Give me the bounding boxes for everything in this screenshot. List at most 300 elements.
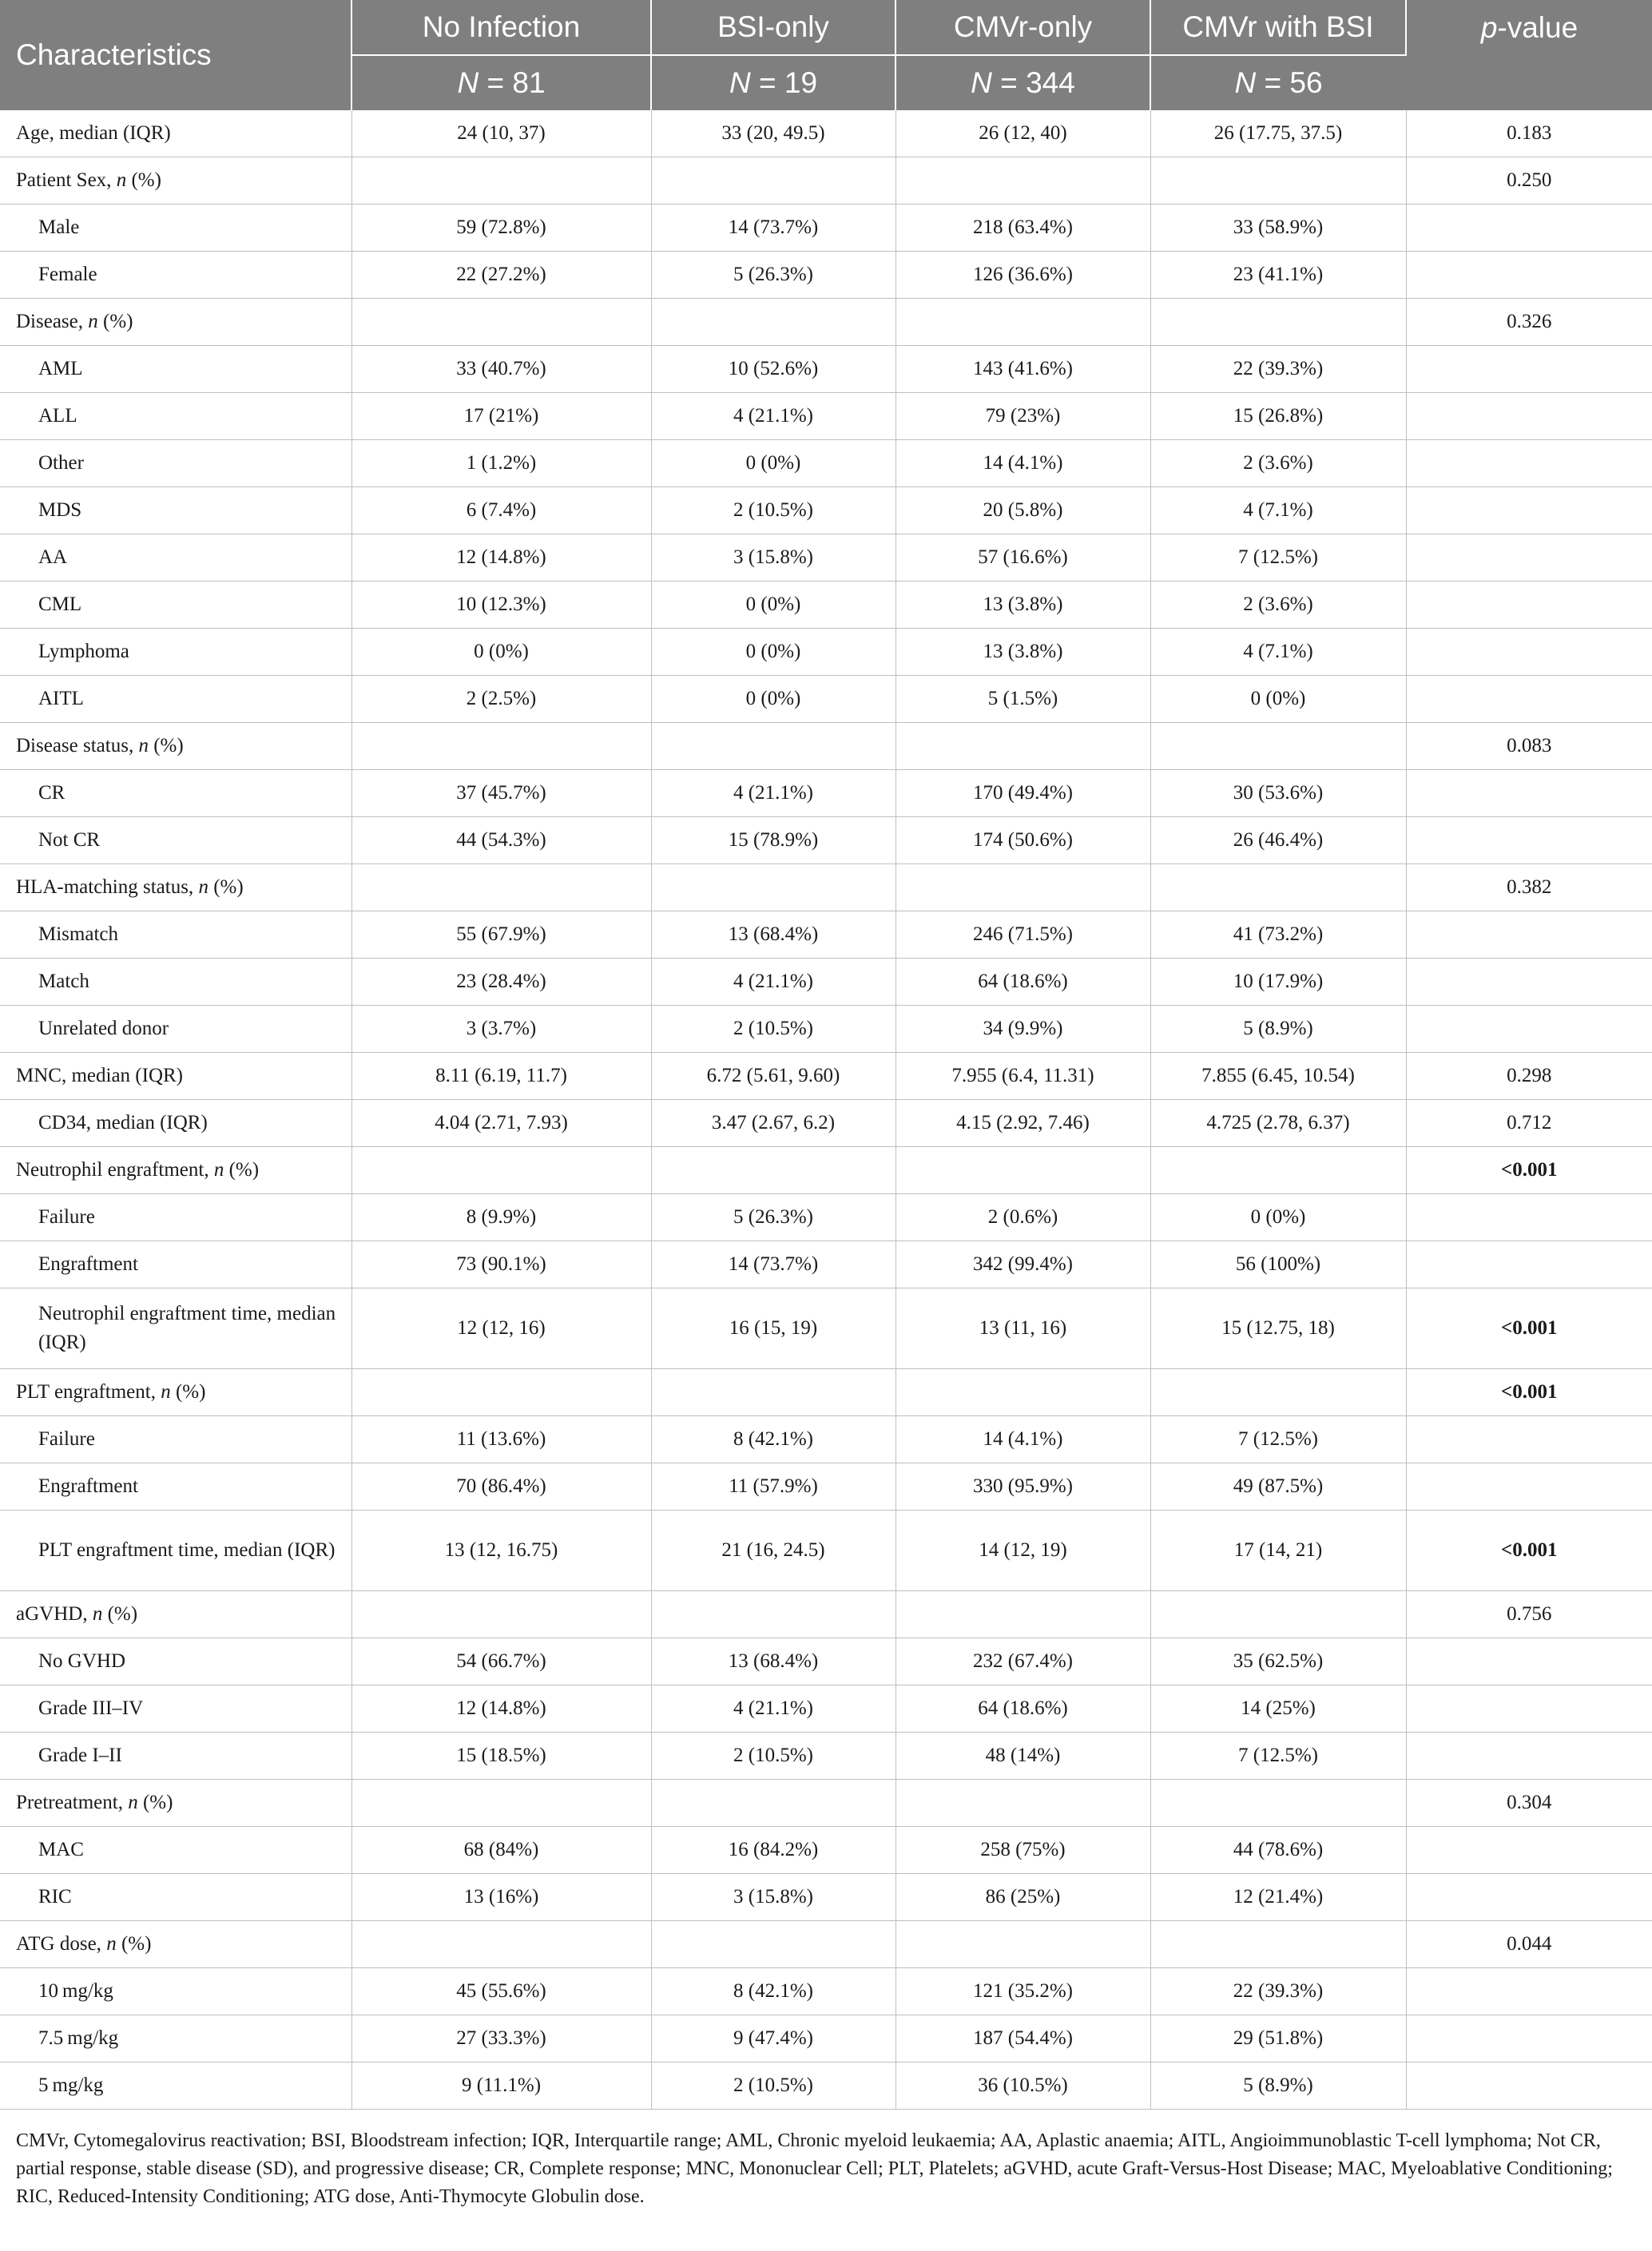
cell-group-2: 126 (36.6%) [895, 252, 1150, 299]
cell-group-0: 55 (67.9%) [351, 911, 651, 959]
cell-group-0 [351, 723, 651, 770]
row-label-text: Neutrophil engraftment, [16, 1158, 214, 1181]
cell-group-2: 218 (63.4%) [895, 204, 1150, 252]
cell-p-value: 0.304 [1406, 1780, 1652, 1827]
n-value: = 344 [991, 66, 1075, 99]
cell-p-value: <0.001 [1406, 1511, 1652, 1591]
row-label-text: No GVHD [38, 1650, 126, 1672]
cell-group-2: 187 (54.4%) [895, 2015, 1150, 2062]
cell-group-3: 14 (25%) [1150, 1685, 1406, 1733]
cell-p-value [1406, 204, 1652, 252]
row-label-text: HLA-matching status, [16, 875, 199, 898]
table-row [0, 2015, 1652, 2062]
cell-p-value: 0.183 [1406, 110, 1652, 157]
cell-group-0: 33 (40.7%) [351, 346, 651, 393]
cell-group-0 [351, 1147, 651, 1194]
cell-group-0 [351, 1369, 651, 1416]
table-row [0, 1053, 1652, 1100]
row-label [0, 582, 351, 629]
cell-group-3: 15 (12.75, 18) [1150, 1288, 1406, 1369]
header-n-bsi-only [651, 55, 895, 110]
cell-group-3: 0 (0%) [1150, 676, 1406, 723]
row-label-suffix: (%) [137, 1791, 173, 1813]
n-label: N [1234, 66, 1257, 99]
row-label-text: Lymphoma [38, 640, 129, 662]
cell-group-2: 20 (5.8%) [895, 487, 1150, 534]
cell-group-1: 13 (68.4%) [651, 911, 895, 959]
row-label [0, 1369, 351, 1416]
cell-group-1 [651, 1147, 895, 1194]
cell-group-2: 48 (14%) [895, 1733, 1150, 1780]
n-label: N [729, 66, 751, 99]
cell-group-1: 0 (0%) [651, 676, 895, 723]
table-row [0, 1780, 1652, 1827]
row-label-text: Failure [38, 1205, 95, 1228]
cell-group-2: 330 (95.9%) [895, 1463, 1150, 1511]
cell-group-3 [1150, 864, 1406, 911]
cell-group-0: 9 (11.1%) [351, 2062, 651, 2110]
table-row [0, 1369, 1652, 1416]
cell-p-value [1406, 2015, 1652, 2062]
cell-group-0: 13 (16%) [351, 1874, 651, 1921]
cell-group-1: 5 (26.3%) [651, 1194, 895, 1241]
cell-group-1 [651, 723, 895, 770]
cell-group-0: 2 (2.5%) [351, 676, 651, 723]
row-label [0, 2015, 351, 2062]
cell-group-3: 7 (12.5%) [1150, 1733, 1406, 1780]
cell-group-1: 10 (52.6%) [651, 346, 895, 393]
cell-group-3: 23 (41.1%) [1150, 252, 1406, 299]
row-label-suffix: (%) [148, 734, 184, 756]
row-label [0, 487, 351, 534]
row-label [0, 440, 351, 487]
cell-group-2: 14 (4.1%) [895, 1416, 1150, 1463]
table-row [0, 1685, 1652, 1733]
table-row [0, 346, 1652, 393]
cell-group-2 [895, 299, 1150, 346]
cell-group-3: 29 (51.8%) [1150, 2015, 1406, 2062]
row-label [0, 1100, 351, 1147]
row-label [0, 676, 351, 723]
cell-group-2: 7.955 (6.4, 11.31) [895, 1053, 1150, 1100]
row-label-text: MAC [38, 1838, 84, 1860]
table-row [0, 1733, 1652, 1780]
row-label-text: Grade I–II [38, 1744, 122, 1766]
cell-group-3: 26 (17.75, 37.5) [1150, 110, 1406, 157]
row-label [0, 1147, 351, 1194]
cell-group-1: 13 (68.4%) [651, 1638, 895, 1685]
cell-group-0: 24 (10, 37) [351, 110, 651, 157]
table-row [0, 1241, 1652, 1288]
cell-group-3 [1150, 1780, 1406, 1827]
cell-p-value [1406, 1194, 1652, 1241]
n-italic: n [92, 1602, 103, 1625]
table-row [0, 440, 1652, 487]
cell-group-3: 56 (100%) [1150, 1241, 1406, 1288]
cell-group-0: 17 (21%) [351, 393, 651, 440]
cell-group-2: 79 (23%) [895, 393, 1150, 440]
cell-group-3 [1150, 157, 1406, 204]
cell-group-2: 26 (12, 40) [895, 110, 1150, 157]
row-label-text: AA [38, 546, 68, 568]
row-label [0, 299, 351, 346]
cell-group-2: 5 (1.5%) [895, 676, 1150, 723]
row-label [0, 1685, 351, 1733]
table-row [0, 252, 1652, 299]
cell-group-2: 57 (16.6%) [895, 534, 1150, 582]
table-row [0, 864, 1652, 911]
table-row [0, 299, 1652, 346]
cell-group-2: 174 (50.6%) [895, 817, 1150, 864]
cell-group-3 [1150, 299, 1406, 346]
row-label-text: Neutrophil engraftment time, median (IQR) [38, 1302, 336, 1353]
cell-group-0: 12 (14.8%) [351, 534, 651, 582]
cell-group-2: 14 (12, 19) [895, 1511, 1150, 1591]
row-label-text: ALL [38, 404, 77, 427]
row-label-suffix: (%) [102, 1602, 138, 1625]
cell-group-0: 54 (66.7%) [351, 1638, 651, 1685]
cell-group-2: 34 (9.9%) [895, 1006, 1150, 1053]
header-n-cmvr-only [895, 55, 1150, 110]
cell-group-1: 16 (15, 19) [651, 1288, 895, 1369]
cell-p-value [1406, 1006, 1652, 1053]
row-label-text: 5 mg/kg [38, 2074, 104, 2096]
table-row [0, 1100, 1652, 1147]
table-row [0, 1638, 1652, 1685]
cell-p-value: 0.326 [1406, 299, 1652, 346]
row-label-text: Mismatch [38, 923, 118, 945]
n-italic: n [213, 1158, 224, 1181]
table-header [0, 0, 1652, 110]
header-characteristics: Characteristics [0, 0, 351, 110]
header-p-italic: p [1480, 11, 1498, 44]
row-label [0, 629, 351, 676]
n-value: = 56 [1256, 66, 1323, 99]
cell-group-2: 64 (18.6%) [895, 959, 1150, 1006]
header-group-no-infection: No Infection [351, 0, 651, 55]
n-label: N [457, 66, 479, 99]
cell-group-0: 12 (12, 16) [351, 1288, 651, 1369]
header-group-bsi-only: BSI-only [651, 0, 895, 55]
cell-group-3: 7.855 (6.45, 10.54) [1150, 1053, 1406, 1100]
row-label-text: PLT engraftment time, median (IQR) [38, 1538, 336, 1561]
row-label [0, 864, 351, 911]
cell-group-2: 4.15 (2.92, 7.46) [895, 1100, 1150, 1147]
row-label [0, 252, 351, 299]
table-row [0, 629, 1652, 676]
row-label [0, 110, 351, 157]
row-label [0, 1780, 351, 1827]
row-label-text: CML [38, 593, 82, 615]
cell-group-2 [895, 723, 1150, 770]
cell-p-value [1406, 1733, 1652, 1780]
cell-group-0: 12 (14.8%) [351, 1685, 651, 1733]
cell-group-0 [351, 157, 651, 204]
header-group-cmvr-with-bsi: CMVr with BSI [1150, 0, 1406, 55]
row-label [0, 1827, 351, 1874]
cell-group-2: 13 (3.8%) [895, 582, 1150, 629]
cell-group-1: 15 (78.9%) [651, 817, 895, 864]
row-label-text: Not CR [38, 828, 101, 851]
cell-group-2: 13 (11, 16) [895, 1288, 1150, 1369]
cell-group-3: 4 (7.1%) [1150, 629, 1406, 676]
cell-p-value [1406, 817, 1652, 864]
row-label [0, 1241, 351, 1288]
table-row [0, 204, 1652, 252]
cell-group-1: 4 (21.1%) [651, 770, 895, 817]
row-label [0, 817, 351, 864]
row-label [0, 1053, 351, 1100]
table-row [0, 1288, 1652, 1369]
n-value: = 19 [750, 66, 818, 99]
cell-group-1: 14 (73.7%) [651, 204, 895, 252]
cell-group-1: 14 (73.7%) [651, 1241, 895, 1288]
cell-p-value [1406, 393, 1652, 440]
n-italic: n [161, 1380, 171, 1403]
table-row [0, 1463, 1652, 1511]
cell-group-1 [651, 299, 895, 346]
row-label [0, 346, 351, 393]
cell-group-0 [351, 299, 651, 346]
row-label-text: Engraftment [38, 1253, 138, 1275]
cell-p-value [1406, 487, 1652, 534]
cell-group-1: 9 (47.4%) [651, 2015, 895, 2062]
table-footnote: CMVr, Cytomegalovirus reactivation; BSI, Bloodstream infection; IQR, Interquartile range; AML, Chronic myeloid leukaemia; AA, Aplastic anaemia; AITL, Angioimmunoblastic T-cell lymphoma; Not CR, partial response, stable disease (SD), and progressive disease; CR, Complete response; MNC, Mononuclear Cell; PLT, Platelets; aGVHD, acute Graft-Versus-Host Disease; MAC, Myeloablative Conditioning; RIC, Reduced-Intensity Conditioning; ATG dose, Anti-Thymocyte Globulin dose. [16, 2130, 1613, 2207]
n-label: N [971, 66, 992, 99]
cell-group-3: 44 (78.6%) [1150, 1827, 1406, 1874]
cell-p-value: 0.083 [1406, 723, 1652, 770]
row-label [0, 1416, 351, 1463]
table-row [0, 1511, 1652, 1591]
cell-group-0: 59 (72.8%) [351, 204, 651, 252]
table-row [0, 1921, 1652, 1968]
cell-group-0: 3 (3.7%) [351, 1006, 651, 1053]
cell-group-2: 2 (0.6%) [895, 1194, 1150, 1241]
cell-group-1: 3.47 (2.67, 6.2) [651, 1100, 895, 1147]
cell-group-3: 22 (39.3%) [1150, 1968, 1406, 2015]
cell-p-value: <0.001 [1406, 1288, 1652, 1369]
cell-group-3: 4 (7.1%) [1150, 487, 1406, 534]
cell-group-0 [351, 1921, 651, 1968]
cell-p-value: 0.298 [1406, 1053, 1652, 1100]
row-label-text: Male [38, 216, 80, 238]
table-row [0, 1827, 1652, 1874]
cell-group-1: 3 (15.8%) [651, 1874, 895, 1921]
row-label-text: AITL [38, 687, 84, 709]
cell-group-1 [651, 1369, 895, 1416]
row-label [0, 534, 351, 582]
cell-p-value [1406, 629, 1652, 676]
cell-group-2 [895, 1591, 1150, 1638]
cell-group-3: 35 (62.5%) [1150, 1638, 1406, 1685]
row-label-text: Age, median (IQR) [16, 121, 171, 144]
row-label [0, 1511, 351, 1591]
cell-group-3: 7 (12.5%) [1150, 1416, 1406, 1463]
cell-group-2: 14 (4.1%) [895, 440, 1150, 487]
row-label-text: AML [38, 357, 83, 379]
cell-group-1: 2 (10.5%) [651, 1733, 895, 1780]
cell-group-3: 2 (3.6%) [1150, 582, 1406, 629]
cell-group-3 [1150, 1921, 1406, 1968]
cell-group-3 [1150, 1369, 1406, 1416]
cell-group-1: 16 (84.2%) [651, 1827, 895, 1874]
cell-group-0: 27 (33.3%) [351, 2015, 651, 2062]
table-row [0, 770, 1652, 817]
cell-group-2 [895, 1147, 1150, 1194]
row-label-suffix: (%) [97, 310, 133, 332]
table-row [0, 1591, 1652, 1638]
row-label [0, 204, 351, 252]
cell-group-1: 5 (26.3%) [651, 252, 895, 299]
cell-group-0: 1 (1.2%) [351, 440, 651, 487]
cell-group-3 [1150, 1147, 1406, 1194]
row-label [0, 1288, 351, 1369]
row-label-text: Pretreatment, [16, 1791, 129, 1813]
cell-group-0 [351, 864, 651, 911]
cell-group-0: 73 (90.1%) [351, 1241, 651, 1288]
cell-group-3 [1150, 723, 1406, 770]
row-label-text: MNC, median (IQR) [16, 1064, 183, 1086]
cell-group-0: 6 (7.4%) [351, 487, 651, 534]
row-label [0, 1006, 351, 1053]
cell-group-0: 23 (28.4%) [351, 959, 651, 1006]
row-label-text: Failure [38, 1427, 95, 1450]
table-row [0, 393, 1652, 440]
cell-group-0: 68 (84%) [351, 1827, 651, 1874]
cell-p-value [1406, 1968, 1652, 2015]
row-label [0, 959, 351, 1006]
cell-group-0: 13 (12, 16.75) [351, 1511, 651, 1591]
cell-p-value [1406, 346, 1652, 393]
row-label-suffix: (%) [224, 1158, 260, 1181]
cell-p-value: 0.712 [1406, 1100, 1652, 1147]
cell-group-3: 33 (58.9%) [1150, 204, 1406, 252]
cell-group-1: 2 (10.5%) [651, 2062, 895, 2110]
cell-group-0: 10 (12.3%) [351, 582, 651, 629]
cell-group-3: 30 (53.6%) [1150, 770, 1406, 817]
row-label-text: MDS [38, 498, 82, 521]
cell-group-0: 37 (45.7%) [351, 770, 651, 817]
cell-group-2 [895, 157, 1150, 204]
n-value: = 81 [479, 66, 546, 99]
cell-group-3: 0 (0%) [1150, 1194, 1406, 1241]
cell-group-1: 0 (0%) [651, 629, 895, 676]
cell-group-2: 121 (35.2%) [895, 1968, 1150, 2015]
row-label [0, 1638, 351, 1685]
cell-group-1 [651, 1921, 895, 1968]
cell-group-0: 11 (13.6%) [351, 1416, 651, 1463]
row-label-text: CR [38, 781, 66, 804]
cell-group-1 [651, 864, 895, 911]
cell-p-value: 0.756 [1406, 1591, 1652, 1638]
cell-group-3: 7 (12.5%) [1150, 534, 1406, 582]
row-label [0, 723, 351, 770]
table-row [0, 817, 1652, 864]
cell-group-1: 3 (15.8%) [651, 534, 895, 582]
cell-group-2: 36 (10.5%) [895, 2062, 1150, 2110]
row-label-suffix: (%) [170, 1380, 206, 1403]
row-label-text: Match [38, 970, 89, 992]
cell-group-1: 21 (16, 24.5) [651, 1511, 895, 1591]
header-group-cmvr-only: CMVr-only [895, 0, 1150, 55]
row-label [0, 911, 351, 959]
cell-group-2: 64 (18.6%) [895, 1685, 1150, 1733]
row-label-text: PLT engraftment, [16, 1380, 161, 1403]
cell-group-2 [895, 1921, 1150, 1968]
row-label-text: ATG dose, [16, 1932, 107, 1955]
cell-group-3: 17 (14, 21) [1150, 1511, 1406, 1591]
cell-p-value [1406, 1874, 1652, 1921]
row-label-text: 10 mg/kg [38, 1979, 113, 2002]
cell-group-1: 4 (21.1%) [651, 959, 895, 1006]
cell-group-3: 15 (26.8%) [1150, 393, 1406, 440]
cell-group-2: 170 (49.4%) [895, 770, 1150, 817]
cell-group-3: 26 (46.4%) [1150, 817, 1406, 864]
row-label [0, 1194, 351, 1241]
cell-p-value [1406, 959, 1652, 1006]
cell-p-value [1406, 911, 1652, 959]
cell-group-1: 8 (42.1%) [651, 1968, 895, 2015]
cell-p-value [1406, 676, 1652, 723]
cell-group-0: 45 (55.6%) [351, 1968, 651, 2015]
cell-group-1: 4 (21.1%) [651, 1685, 895, 1733]
row-label-text: RIC [38, 1885, 72, 1908]
cell-group-0: 4.04 (2.71, 7.93) [351, 1100, 651, 1147]
row-label-text: Disease status, [16, 734, 139, 756]
row-label-text: Patient Sex, [16, 169, 117, 191]
cell-p-value: <0.001 [1406, 1147, 1652, 1194]
cell-group-1: 11 (57.9%) [651, 1463, 895, 1511]
table-row [0, 582, 1652, 629]
row-label [0, 1463, 351, 1511]
cell-group-2: 232 (67.4%) [895, 1638, 1150, 1685]
n-italic: n [138, 734, 149, 756]
cell-group-2 [895, 1780, 1150, 1827]
cell-group-2: 143 (41.6%) [895, 346, 1150, 393]
cell-group-3: 5 (8.9%) [1150, 1006, 1406, 1053]
row-label-suffix: (%) [116, 1932, 152, 1955]
cell-group-2 [895, 864, 1150, 911]
cell-group-1 [651, 1591, 895, 1638]
table-row [0, 1006, 1652, 1053]
cell-p-value [1406, 1241, 1652, 1288]
cell-group-3: 12 (21.4%) [1150, 1874, 1406, 1921]
n-italic: n [88, 310, 98, 332]
cell-p-value [1406, 252, 1652, 299]
table-row [0, 2062, 1652, 2110]
row-label [0, 1968, 351, 2015]
row-label-text: Other [38, 451, 84, 474]
row-label [0, 1921, 351, 1968]
header-n-cmvr-with-bsi [1150, 55, 1406, 110]
table-row [0, 676, 1652, 723]
cell-p-value: <0.001 [1406, 1369, 1652, 1416]
cell-group-1: 2 (10.5%) [651, 1006, 895, 1053]
table-row [0, 911, 1652, 959]
header-p-rest: -value [1497, 11, 1579, 44]
table-row [0, 723, 1652, 770]
header-n-no-infection [351, 55, 651, 110]
row-label [0, 1874, 351, 1921]
n-italic: n [116, 169, 127, 191]
row-label-text: Female [38, 263, 97, 285]
cell-group-3: 5 (8.9%) [1150, 2062, 1406, 2110]
cell-p-value: 0.382 [1406, 864, 1652, 911]
cell-p-value [1406, 770, 1652, 817]
cell-group-3: 49 (87.5%) [1150, 1463, 1406, 1511]
row-label-text: aGVHD, [16, 1602, 93, 1625]
cell-group-0: 0 (0%) [351, 629, 651, 676]
